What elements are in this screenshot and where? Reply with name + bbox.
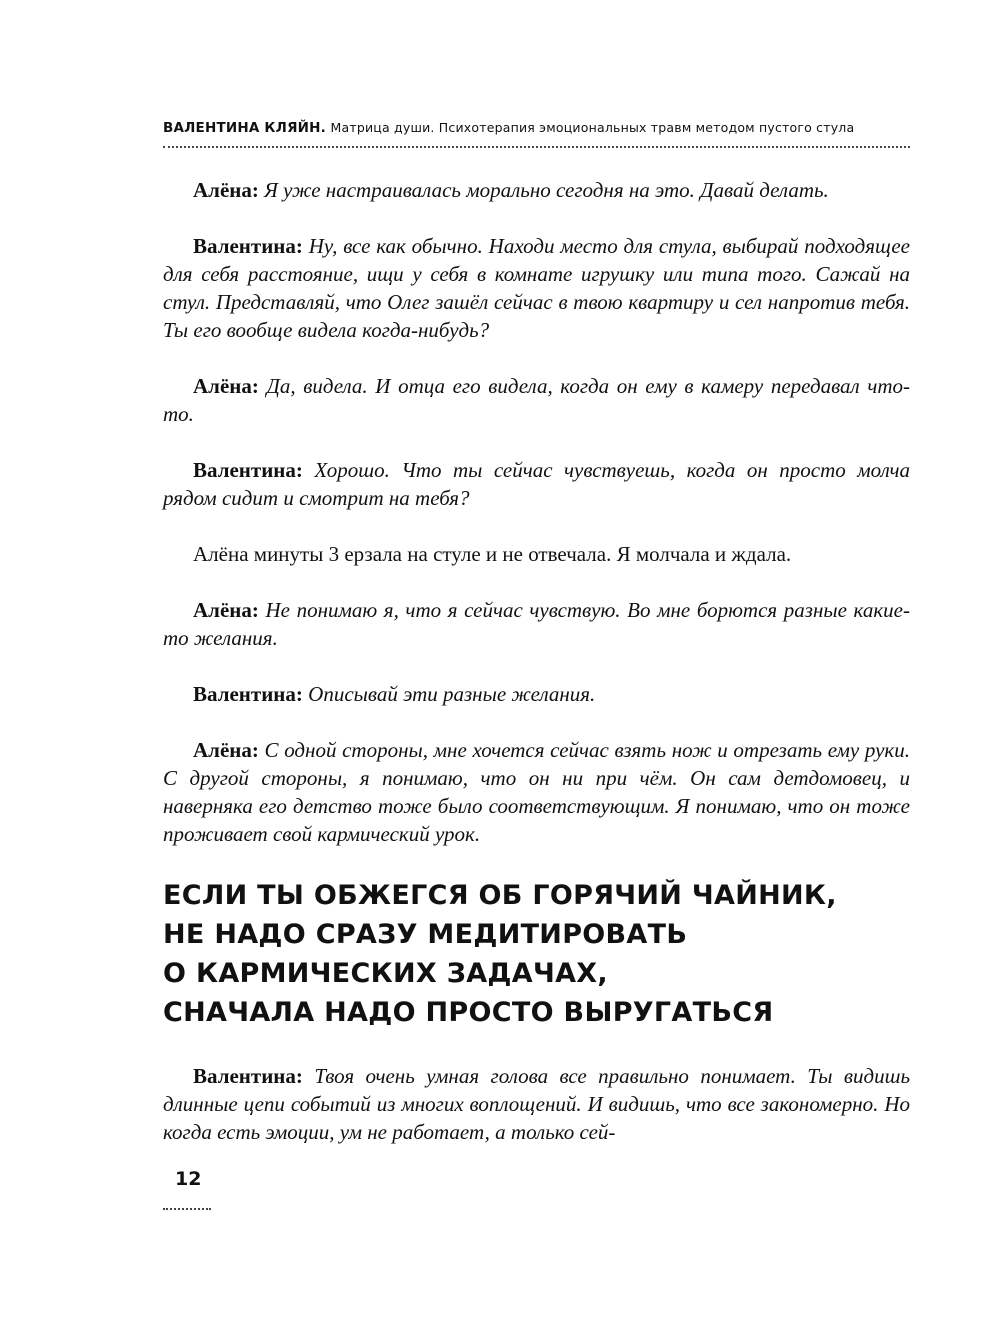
speaker-name: Алёна: [193, 178, 259, 202]
section-heading [163, 876, 910, 1032]
header-book-title: Матрица души. Психотерапия эмоциональных травм методом пустого стула [330, 120, 855, 135]
speech-text: Хорошо. Что ты сейчас чувствуешь, когда он просто молча рядом сидит и смотрит на тебя? [163, 458, 911, 510]
dialogue-paragraph [163, 456, 910, 512]
dialogue-paragraph [163, 736, 910, 848]
running-header [163, 120, 913, 136]
speaker-name: Алёна: [193, 374, 259, 398]
heading-line: О КАРМИЧЕСКИХ ЗАДАЧАХ, [163, 958, 608, 989]
speaker-name: Алёна: [193, 738, 259, 762]
body-text [163, 176, 910, 1174]
page-number: 12 [175, 1168, 202, 1190]
speaker-name: Валентина: [193, 1064, 303, 1088]
heading-line: СНАЧАЛА НАДО ПРОСТО ВЫРУГАТЬСЯ [163, 997, 774, 1028]
speech-text: Не понимаю я, что я сейчас чувствую. Во мне борются разные какие-то желания. [163, 598, 910, 650]
heading-line: ЕСЛИ ТЫ ОБЖЕГСЯ ОБ ГОРЯЧИЙ ЧАЙНИК, [163, 880, 837, 911]
dialogue-paragraph [163, 596, 910, 652]
narration-text: Алёна минуты 3 ерзала на стуле и не отвечала. Я молчала и ждала. [193, 542, 792, 566]
dialogue-paragraph [163, 680, 910, 708]
speech-text: Твоя очень умная голова все правильно понимает. Ты видишь длинные цепи событий из многих воплощений. И видишь, что все закономерно. Но когда есть эмоции, ум не работает, а только сей- [163, 1064, 910, 1144]
speech-text: С одной стороны, мне хочется сейчас взять нож и отрезать ему руки. С другой стороны, я понимаю, что он ни при чём. Он сам детдомовец, и наверняка его детство тоже было соответствующим. Я понимаю, что он тоже проживает свой кармический урок. [163, 738, 910, 846]
dialogue-paragraph [163, 232, 910, 344]
dialogue-paragraph [163, 372, 910, 428]
speech-text: Я уже настраивалась морально сегодня на это. Давай делать. [264, 178, 829, 202]
speech-text: Описывай эти разные желания. [308, 682, 596, 706]
speaker-name: Валентина: [193, 458, 303, 482]
heading-line: НЕ НАДО СРАЗУ МЕДИТИРОВАТЬ [163, 919, 688, 950]
footer-dotted-rule [163, 1208, 211, 1210]
speech-text: Ну, все как обычно. Находи место для стула, выбирай подходящее для себя расстояние, ищи у себя в комнате игрушку или типа того. Сажай на стул. Представляй, что Олег зашёл сейчас в твою квартиру и сел напротив тебя. Ты его вообще видела когда-нибудь? [163, 234, 911, 342]
dialogue-paragraph [163, 176, 910, 204]
speech-text: Да, видела. И отца его видела, когда он ему в камеру передавал что-то. [163, 374, 911, 426]
header-dotted-rule [163, 146, 910, 148]
dialogue-paragraph [163, 1062, 910, 1146]
speaker-name: Валентина: [193, 234, 303, 258]
header-author: ВАЛЕНТИНА КЛЯЙН. [163, 120, 326, 136]
speaker-name: Алёна: [193, 598, 259, 622]
narration-paragraph [163, 540, 910, 568]
speaker-name: Валентина: [193, 682, 303, 706]
